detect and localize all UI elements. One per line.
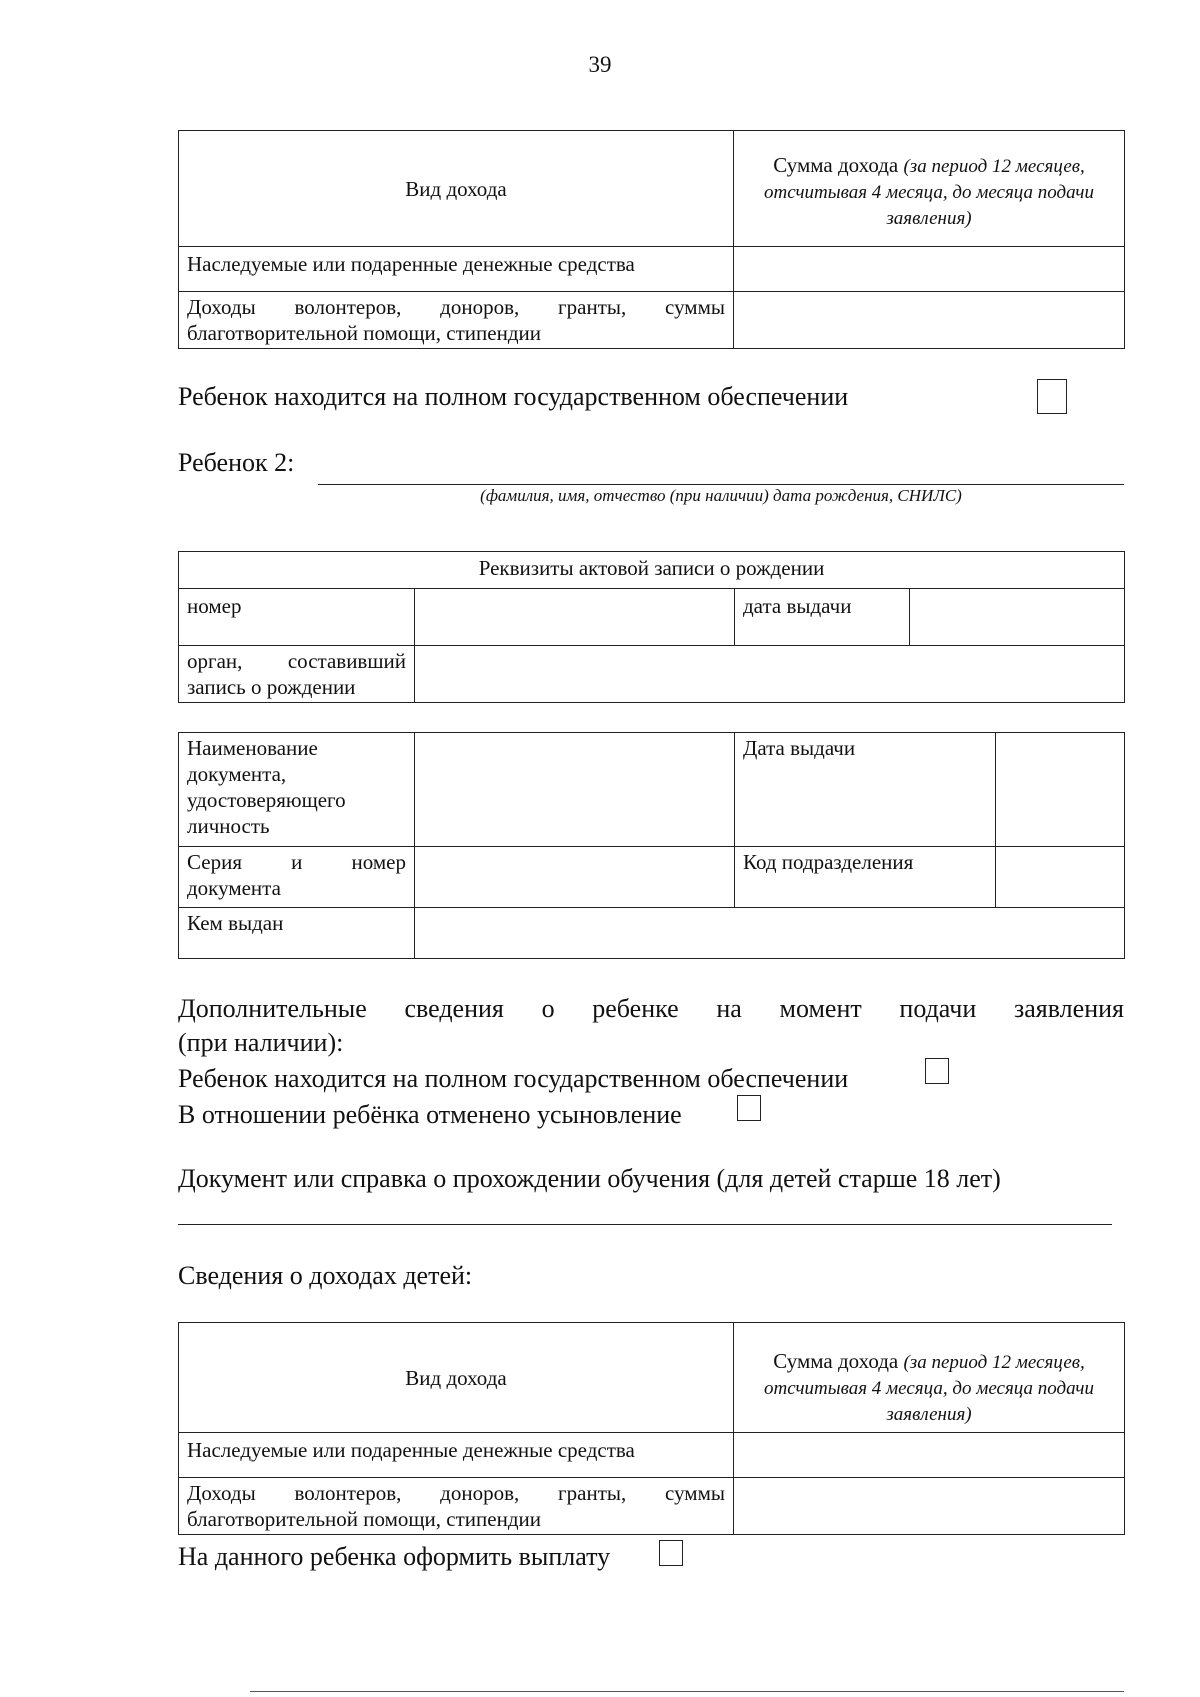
id-doc-issued-by-field[interactable] bbox=[415, 908, 1125, 959]
birth-record-number-label: номер bbox=[179, 589, 415, 646]
payment-label: На данного ребенка оформить выплату bbox=[178, 1542, 611, 1571]
id-doc-division-field[interactable] bbox=[996, 847, 1125, 908]
income-title: Сведения о доходах детей: bbox=[178, 1261, 473, 1290]
state-support-label-1: Ребенок находится на полном государственном обеспечении bbox=[178, 382, 849, 411]
id-doc-date-field[interactable] bbox=[996, 733, 1125, 847]
education-doc-line[interactable] bbox=[178, 1224, 1112, 1225]
income-sum-volunteers-field-2[interactable] bbox=[734, 1478, 1125, 1535]
footer-line bbox=[250, 1691, 1124, 1692]
income-table-1 bbox=[178, 130, 1125, 349]
income-type-volunteers-2: Доходы волонтеров, доноров, гранты, суммы благотворительной помощи, стипендии bbox=[179, 1478, 734, 1535]
child-2-label: Ребенок 2: bbox=[178, 448, 295, 477]
birth-record-date-label: дата выдачи bbox=[735, 589, 910, 646]
income-sum-inherited-field-2[interactable] bbox=[734, 1433, 1125, 1478]
state-support-checkbox-1[interactable] bbox=[1037, 379, 1067, 414]
birth-record-table bbox=[178, 551, 1125, 703]
id-doc-series-field[interactable] bbox=[415, 847, 735, 908]
id-doc-issued-by-label: Кем выдан bbox=[179, 908, 415, 959]
birth-record-title: Реквизиты актовой записи о рождении bbox=[179, 552, 1125, 589]
additional-info-line1: Дополнительные сведения о ребенке на момент подачи заявления bbox=[178, 994, 1124, 1023]
income-table-2 bbox=[178, 1322, 1125, 1535]
additional-info-line2: (при наличии): bbox=[178, 1028, 344, 1057]
income-type-inherited: Наследуемые или подаренные денежные средства bbox=[179, 247, 734, 292]
income-type-header-2: Вид дохода bbox=[179, 1323, 734, 1433]
education-doc-label: Документ или справка о прохождении обучения (для детей старше 18 лет) bbox=[178, 1164, 1001, 1193]
income-type-inherited-2: Наследуемые или подаренные денежные средства bbox=[179, 1433, 734, 1478]
id-document-table bbox=[178, 732, 1125, 959]
birth-record-date-field[interactable] bbox=[910, 589, 1125, 646]
id-doc-name-field[interactable] bbox=[415, 733, 735, 847]
adoption-cancelled-checkbox[interactable] bbox=[737, 1095, 761, 1121]
birth-record-number-field[interactable] bbox=[415, 589, 735, 646]
state-support-label-2: Ребенок находится на полном государственном обеспечении bbox=[178, 1064, 849, 1093]
child-2-name-line[interactable] bbox=[318, 484, 1124, 485]
id-doc-division-label: Код подразделения bbox=[735, 847, 996, 908]
income-sum-header-2: Сумма дохода (за период 12 месяцев, отсчитывая 4 месяца, до месяца подачи заявления) bbox=[734, 1323, 1125, 1433]
page-number: 39 bbox=[588, 52, 612, 77]
birth-record-authority-field[interactable] bbox=[415, 646, 1125, 703]
income-sum-volunteers-field[interactable] bbox=[734, 292, 1125, 349]
income-type-header: Вид дохода bbox=[179, 131, 734, 247]
id-doc-name-label: Наименование документа, удостоверяющего личность bbox=[179, 733, 415, 847]
birth-record-authority-label: орган, составивший запись о рождении bbox=[179, 646, 415, 703]
state-support-checkbox-2[interactable] bbox=[925, 1058, 949, 1084]
adoption-cancelled-label: В отношении ребёнка отменено усыновление bbox=[178, 1100, 682, 1129]
child-2-caption: (фамилия, имя, отчество (при наличии) дата рождения, СНИЛС) bbox=[480, 486, 962, 505]
id-doc-series-label: Серия и номер документа bbox=[179, 847, 415, 908]
income-sum-header: Сумма дохода (за период 12 месяцев, отсчитывая 4 месяца, до месяца подачи заявления) bbox=[734, 131, 1125, 247]
income-type-volunteers: Доходы волонтеров, доноров, гранты, суммы благотворительной помощи, стипендии bbox=[179, 292, 734, 349]
id-doc-date-label: Дата выдачи bbox=[735, 733, 996, 847]
payment-checkbox[interactable] bbox=[659, 1540, 683, 1566]
income-sum-inherited-field[interactable] bbox=[734, 247, 1125, 292]
